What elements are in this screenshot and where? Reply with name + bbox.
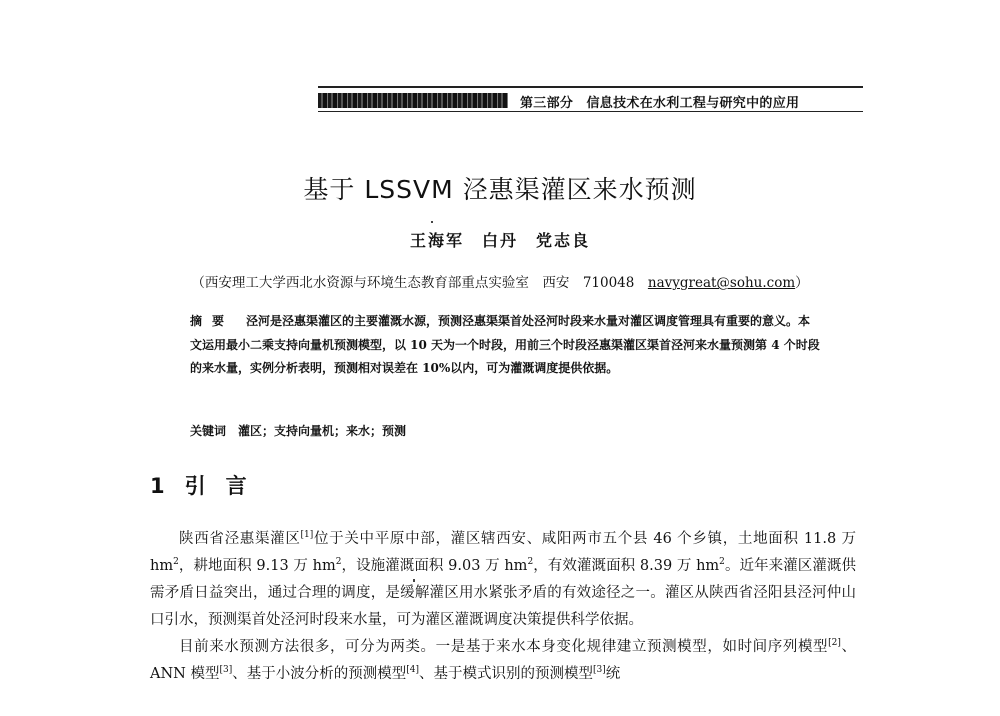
header-rule-bottom: [318, 111, 863, 112]
author-email-link[interactable]: navygreat@sohu.com: [647, 275, 796, 291]
section-number: 1: [150, 474, 165, 498]
keywords: [190, 420, 822, 443]
affiliation-close: ）: [795, 275, 809, 291]
section-heading: [150, 470, 267, 500]
affiliation-text: （西安理工大学西北水资源与环境生态教育部重点实验室 西安 710048: [191, 275, 648, 291]
paper-title: 基于 LSSVM 泾惠渠灌区来水预测: [303, 175, 697, 204]
header-rule-top: [318, 86, 863, 88]
running-header: 第三部分 信息技术在水利工程与研究中的应用: [520, 96, 800, 111]
keywords-label: 关键词: [190, 424, 227, 438]
citation: [2]: [828, 638, 841, 649]
abstract-label: 摘要: [190, 314, 235, 328]
abstract: [190, 310, 822, 381]
superscript: 2: [527, 557, 534, 568]
keywords-text: 灌区；支持向量机；来水；预测: [238, 424, 407, 438]
affiliation: [0, 271, 1000, 291]
body-paragraph: 目前来水预测方法很多，可分为两类。一是基于来水本身变化规律建立预测模型，如时间序列模型[2]、ANN 模型[3]、基于小波分析的预测模型[4]、基于模式识别的预测模型[3]统: [150, 638, 857, 682]
citation: [3]: [219, 665, 233, 676]
citation: [1]: [300, 530, 314, 541]
superscript: 2: [335, 557, 342, 568]
abstract-text: 泾河是泾惠渠灌区的主要灌溉水源，预测泾惠渠渠首处泾河时段来水量对灌区调度管理具有重要的意义。本文运用最小二乘支持向量机预测模型，以 10 天为一个时段，用前三个时段泾惠渠灌区渠首泾河来水量预测第 4 个时段的来水量，实例分析表明，预测相对误差在 10%以内，可为灌溉调度提供依据。: [190, 314, 820, 375]
header-decorative-block: [318, 93, 508, 108]
superscript: 2: [173, 557, 179, 568]
citation: [3]: [592, 665, 606, 676]
body-paragraph: 陕西省泾惠渠灌区[1]位于关中平原中部，灌区辖西安、咸阳两市五个县 46 个乡镇，土地面积 11.8 万 $hm^2$，耕地面积 9.13 万 $hm^2$，设施灌溉面积 9.03 万 $hm^2$，有效灌溉面积 8.39 万 $hm^2$。近年来灌区灌溉供需矛盾日益突出，通过合理的调度，是缓解灌区用水紧张矛盾的有效途径之一。灌区从陕西省泾阳县泾河仲山口引水，预测渠首处泾河时段来水量，可为灌区灌溉调度决策提供科学依据。: [150, 530, 857, 628]
author-list: 王海军 白丹 党志良: [409, 231, 590, 250]
section-title: 引言: [184, 474, 267, 498]
superscript: 2: [719, 557, 725, 568]
citation: [4]: [406, 665, 419, 676]
scan-speck: [431, 221, 433, 223]
body-text: [150, 526, 856, 688]
